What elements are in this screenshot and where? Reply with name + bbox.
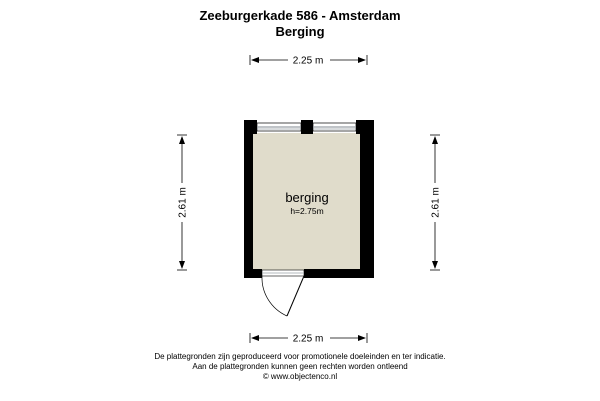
wall-left <box>244 120 253 278</box>
wall-top-left <box>244 120 257 134</box>
wall-bottom-left <box>244 269 262 278</box>
top-dimension <box>250 55 367 67</box>
disclaimer-line-1: De plattegronden zijn geproduceerd voor promotionele doeleinden en ter indicatie. <box>154 352 446 361</box>
right-dimension <box>430 135 442 270</box>
disclaimer-line-2: Aan de plattegronden kunnen geen rechten worden ontleend <box>192 362 408 371</box>
window-left <box>257 123 301 131</box>
door-leaf <box>287 276 304 316</box>
address-title: Zeeburgerkade 586 - Amsterdam <box>199 8 401 23</box>
copyright-line: © www.objectenco.nl <box>262 372 338 381</box>
top-dimension-label: 2.25 m <box>292 55 324 67</box>
wall-right <box>360 120 374 278</box>
room-height: h=2.75m <box>290 206 324 216</box>
door <box>262 270 304 316</box>
floor-title: Berging <box>275 24 325 39</box>
room-name: berging <box>285 190 329 205</box>
disclaimer <box>0 352 600 382</box>
bottom-dimension <box>250 333 367 345</box>
wall-top-mid <box>301 120 313 134</box>
left-dimension-label: 2.61 m <box>177 187 189 218</box>
door-swing-arc <box>262 276 287 316</box>
window-right <box>313 123 356 131</box>
wall-top-right <box>356 120 374 134</box>
wall-bottom-right <box>304 269 374 278</box>
right-dimension-label: 2.61 m <box>430 187 442 218</box>
left-dimension <box>177 135 189 270</box>
bottom-dimension-label: 2.25 m <box>292 333 324 345</box>
